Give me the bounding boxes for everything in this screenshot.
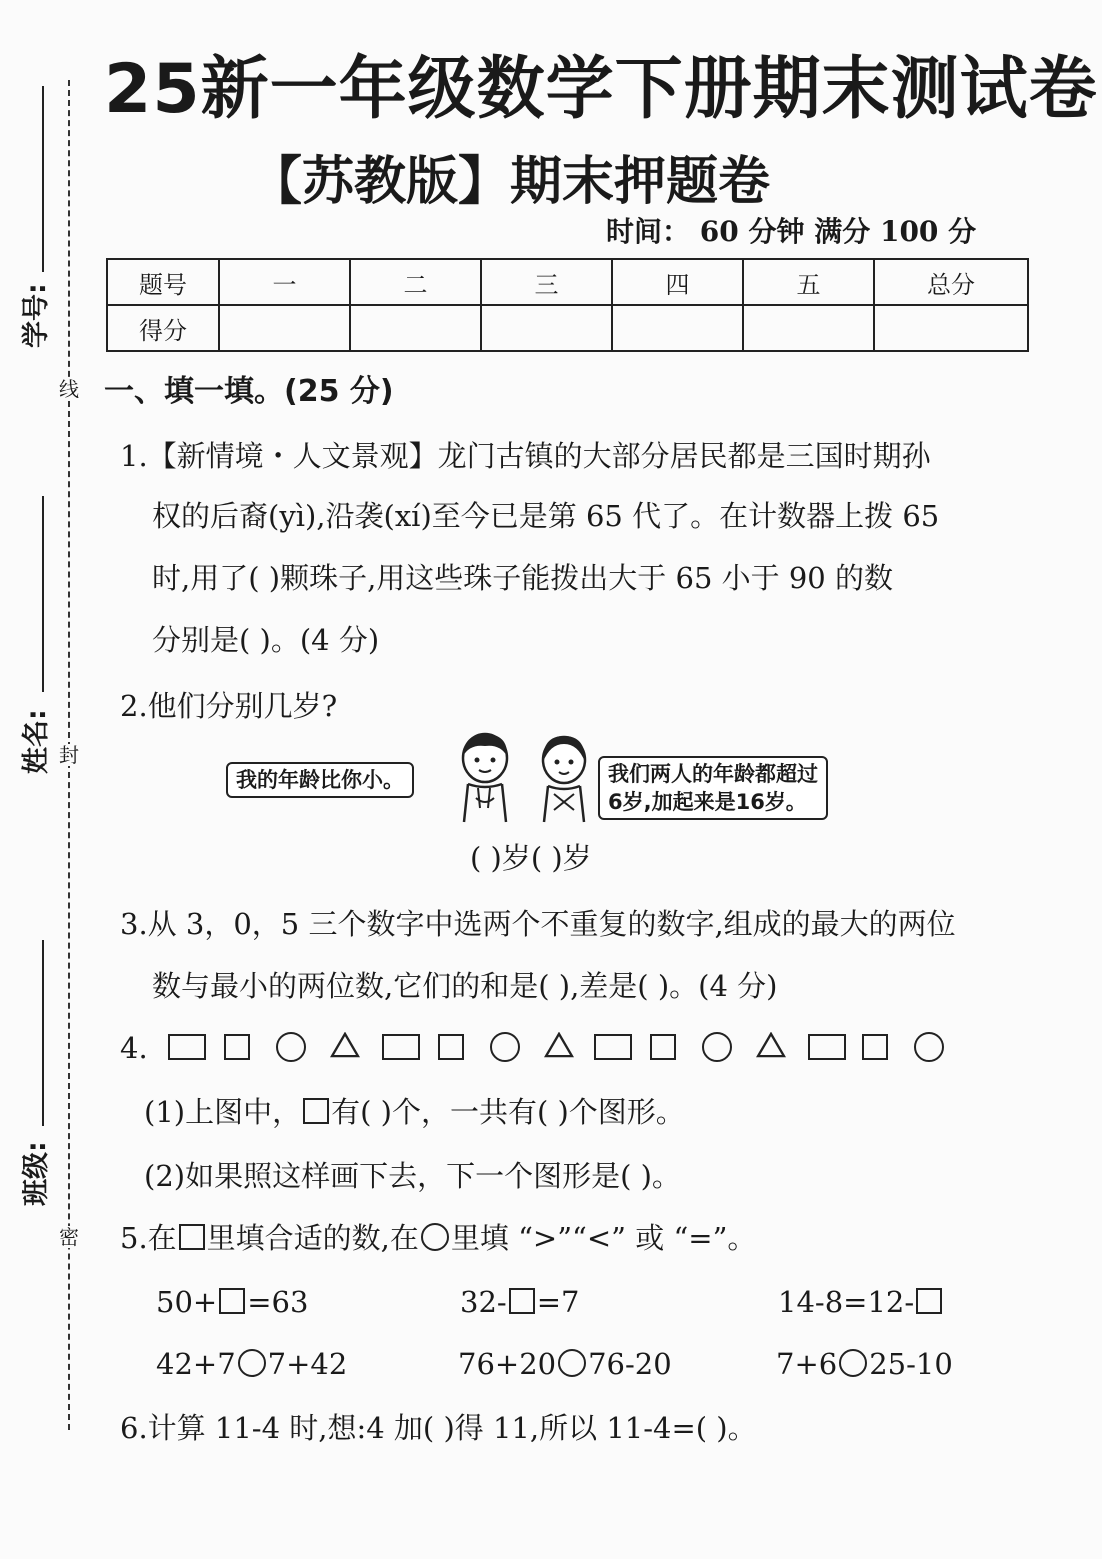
- q4-sub1: [144, 1092, 685, 1132]
- score-table: [106, 258, 1029, 352]
- answer-circle[interactable]: [558, 1349, 586, 1377]
- triangle-shape: [330, 1032, 360, 1058]
- q4-sub2: (2)如果照这样画下去，下一个图形是( )。: [144, 1159, 681, 1193]
- score-cell: 五: [743, 259, 874, 305]
- time-info: 时间： 60 分钟 满分 100 分: [606, 215, 977, 244]
- answer-box[interactable]: [916, 1288, 942, 1314]
- speech-bubble-right: [598, 756, 828, 820]
- q6-question: 6.计算 11-4 时,想:4 加( )得 11,所以 11-4=( )。: [120, 1411, 757, 1445]
- q5-item: [156, 1282, 308, 1322]
- fold-word-mi: 密: [59, 1225, 79, 1249]
- q5-text-a: 5.在: [120, 1221, 177, 1255]
- score-input-cell[interactable]: [874, 305, 1028, 351]
- q5-item: [778, 1282, 944, 1322]
- bubble-left-text: 我的年龄比你小。: [236, 768, 404, 792]
- q5-expr: 76-20: [588, 1347, 672, 1381]
- score-row-label: 得分: [107, 305, 219, 351]
- square-shape: [650, 1034, 676, 1060]
- q5-expr: 32-: [460, 1285, 507, 1319]
- bubble-right-line2: 6岁,加起来是16岁。: [608, 790, 807, 814]
- student-no-line[interactable]: [42, 86, 44, 272]
- triangle-shape: [544, 1032, 574, 1058]
- score-cell: 总分: [874, 259, 1028, 305]
- q1-line: 时,用了( )颗珠子,用这些珠子能拨出大于 65 小于 90 的数: [152, 561, 893, 595]
- bubble-right-line1: 我们两人的年龄都超过: [608, 762, 818, 786]
- q5-item: [458, 1344, 672, 1384]
- page-subtitle: 【苏教版】期末押题卷: [250, 152, 771, 212]
- q1-line: 1.【新情境・人文景观】龙门古镇的大部分居民都是三国时期孙: [120, 439, 931, 473]
- q5-expr: 76+20: [458, 1347, 557, 1381]
- speech-bubble-left: [226, 762, 414, 798]
- score-table-score-row: [107, 305, 1028, 351]
- square-symbol-icon: [303, 1098, 329, 1124]
- q5-expr: =63: [247, 1285, 309, 1319]
- circle-shape: [276, 1032, 306, 1062]
- square-shape: [438, 1034, 464, 1060]
- q2-question: 2.他们分别几岁?: [120, 689, 338, 723]
- score-input-cell[interactable]: [350, 305, 481, 351]
- square-shape: [862, 1034, 888, 1060]
- circle-shape: [914, 1032, 944, 1062]
- circle-shape: [702, 1032, 732, 1062]
- q5-item: [156, 1344, 347, 1384]
- q5-item: [776, 1344, 953, 1384]
- score-input-cell[interactable]: [481, 305, 612, 351]
- q4-sub1-rest: 有( )个，一共有( )个图形。: [331, 1095, 685, 1129]
- q5-text-b: 里填合适的数,在: [206, 1221, 419, 1255]
- class-line[interactable]: [42, 940, 44, 1126]
- q5-expr: 25-10: [869, 1347, 953, 1381]
- q5-expr: 42+7: [156, 1347, 236, 1381]
- q1-line: 分别是( )。(4 分): [152, 623, 380, 657]
- answer-box[interactable]: [219, 1288, 245, 1314]
- fold-word-xian: 线: [59, 377, 79, 401]
- q3-line1: 3.从 3，0，5 三个数字中选两个不重复的数字,组成的最大的两位: [120, 907, 956, 941]
- score-cell: 四: [612, 259, 743, 305]
- score-cell: 题号: [107, 259, 219, 305]
- class-label: 班级:: [21, 1141, 52, 1206]
- score-cell: 三: [481, 259, 612, 305]
- fold-word-feng: 封: [59, 743, 79, 767]
- boy-illustration: [450, 728, 520, 824]
- rectangle-shape: [594, 1034, 632, 1060]
- q3-line2: 数与最小的两位数,它们的和是( ),差是( )。(4 分): [152, 969, 778, 1003]
- q4-sub1-prefix: (1)上图中，: [144, 1095, 302, 1129]
- q5-expr: 7+42: [267, 1347, 348, 1381]
- q5-expr: =7: [536, 1285, 580, 1319]
- student-no-label: 学号:: [21, 283, 52, 348]
- q5-expr: 14-8=12-: [778, 1285, 915, 1319]
- square-shape: [224, 1034, 250, 1060]
- score-input-cell[interactable]: [219, 305, 350, 351]
- q5-item: [460, 1282, 579, 1322]
- score-input-cell[interactable]: [612, 305, 743, 351]
- q1-line: 权的后裔(yì),沿袭(xí)至今已是第 65 代了。在计数器上拨 65: [152, 499, 940, 533]
- circle-shape: [490, 1032, 520, 1062]
- score-cell: 二: [350, 259, 481, 305]
- q2-answer[interactable]: ( )岁( )岁: [470, 841, 592, 875]
- answer-box[interactable]: [509, 1288, 535, 1314]
- answer-circle[interactable]: [839, 1349, 867, 1377]
- answer-circle[interactable]: [238, 1349, 266, 1377]
- score-table-header-row: [107, 259, 1028, 305]
- section-heading: 一、填一填。(25 分): [104, 374, 394, 409]
- score-input-cell[interactable]: [743, 305, 874, 351]
- triangle-shape: [756, 1032, 786, 1058]
- q5-expr: 50+: [156, 1285, 218, 1319]
- score-cell: 一: [219, 259, 350, 305]
- circle-symbol-icon: [421, 1223, 449, 1251]
- page-title: 25新一年级数学下册期末测试卷: [104, 50, 1098, 129]
- name-line[interactable]: [42, 496, 44, 692]
- rectangle-shape: [808, 1034, 846, 1060]
- rectangle-shape: [382, 1034, 420, 1060]
- q4-label: 4.: [120, 1031, 148, 1065]
- q5-instruction: [120, 1218, 756, 1258]
- square-symbol-icon: [179, 1224, 205, 1250]
- girl-illustration: [532, 730, 596, 824]
- name-label: 姓名:: [21, 709, 52, 774]
- q5-expr: 7+6: [776, 1347, 838, 1381]
- q5-text-c: 里填 “>”“<” 或 “=”。: [450, 1221, 757, 1255]
- rectangle-shape: [168, 1034, 206, 1060]
